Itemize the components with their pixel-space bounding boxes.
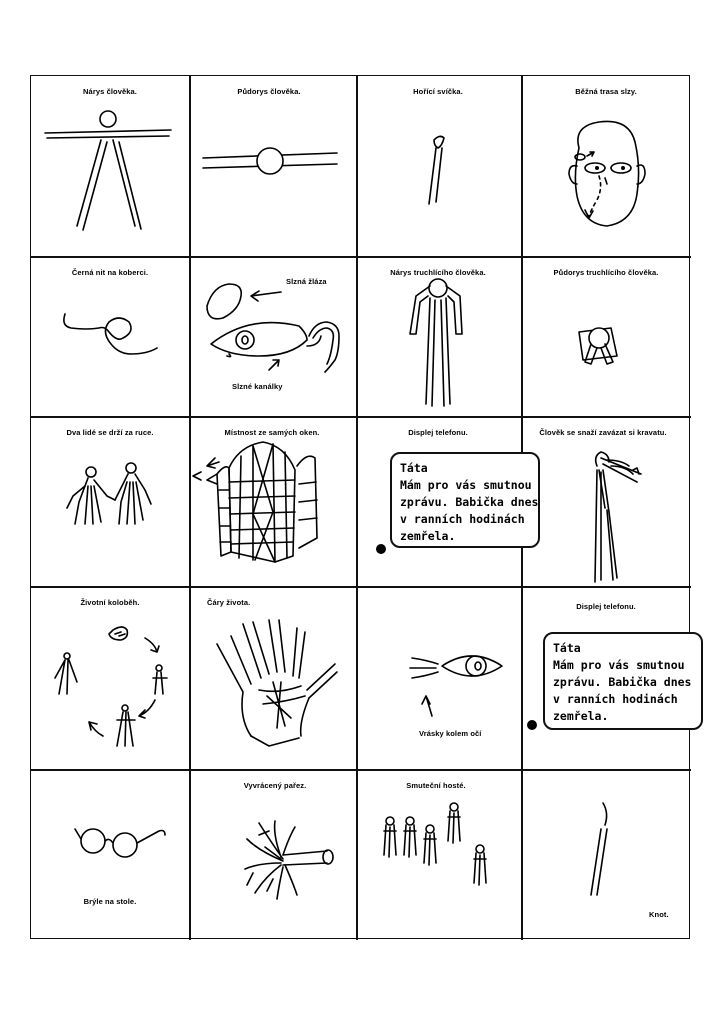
panel-palm-lines bbox=[189, 586, 356, 769]
panel-caption: Vyvrácený pařez. bbox=[243, 781, 307, 790]
palm-drawing bbox=[189, 586, 356, 769]
panel-caption: Běžná trasa slzy. bbox=[575, 87, 637, 96]
panel-tear-gland bbox=[189, 256, 356, 416]
panel-caption: Černá nit na koberci. bbox=[71, 268, 149, 277]
panel-caption: Smuteční hosté. bbox=[406, 781, 466, 790]
panel-black-thread bbox=[31, 256, 189, 416]
panel-front-view-person bbox=[31, 76, 189, 256]
panel-holding-hands bbox=[31, 416, 189, 586]
panel-caption: Půdorys člověka. bbox=[237, 87, 301, 96]
panel-caption: Životní koloběh. bbox=[80, 598, 140, 607]
message-line: v ranních hodinách bbox=[553, 692, 678, 706]
panel-front-view-mourner bbox=[356, 256, 521, 416]
panel-caption: Displej telefonu. bbox=[576, 602, 636, 611]
phone-message-box bbox=[543, 632, 703, 730]
message-line: zprávu. Babička dnes bbox=[553, 675, 692, 689]
panel-wick bbox=[521, 769, 691, 940]
mourner-top-drawing bbox=[521, 256, 691, 416]
notification-dot bbox=[527, 720, 537, 730]
panel-phone-display-2 bbox=[521, 586, 691, 769]
panel-room-of-windows bbox=[189, 416, 356, 586]
guests-drawing bbox=[356, 769, 521, 940]
eye-gland-drawing bbox=[189, 256, 356, 416]
panel-tying-tie bbox=[521, 416, 691, 586]
panel-caption: Knot. bbox=[649, 910, 669, 919]
panel-life-cycle bbox=[31, 586, 189, 769]
message-line: Mám pro vás smutnou bbox=[400, 478, 532, 492]
panel-eye-wrinkles bbox=[356, 586, 521, 769]
panel-caption: Nárys člověka. bbox=[83, 87, 137, 96]
wick-drawing bbox=[521, 769, 691, 940]
panel-caption: Místnost ze samých oken. bbox=[224, 428, 320, 437]
message-line: v ranních hodinách bbox=[400, 512, 525, 526]
label-tear-ducts: Slzné kanálky bbox=[232, 382, 283, 391]
panel-caption: Vrásky kolem očí bbox=[419, 729, 482, 738]
panel-phone-display-1 bbox=[356, 416, 539, 586]
glasses-drawing bbox=[31, 769, 189, 940]
person-front-drawing bbox=[31, 76, 189, 256]
notification-dot bbox=[376, 544, 386, 554]
candle-drawing bbox=[356, 76, 521, 256]
panel-glasses-on-table bbox=[31, 769, 189, 940]
eye-wrinkles-drawing bbox=[356, 586, 521, 769]
thread-drawing bbox=[31, 256, 189, 416]
panel-caption: Člověk se snaží zavázat si kravatu. bbox=[539, 428, 667, 437]
windows-room-drawing bbox=[189, 416, 356, 586]
panel-caption: Dva lidé se drží za ruce. bbox=[66, 428, 154, 437]
message-line: Mám pro vás smutnou bbox=[553, 658, 685, 672]
panel-caption: Nárys truchlícího člověka. bbox=[390, 268, 486, 277]
mourner-front-drawing bbox=[356, 256, 521, 416]
message-sender: Táta bbox=[553, 641, 581, 655]
panel-tear-path bbox=[521, 76, 691, 256]
person-top-drawing bbox=[189, 76, 356, 256]
message-sender: Táta bbox=[400, 461, 428, 475]
panel-top-view-mourner bbox=[521, 256, 691, 416]
phone-message-box bbox=[390, 452, 540, 548]
message-line: zemřela. bbox=[400, 529, 456, 543]
two-people-drawing bbox=[31, 416, 189, 586]
panel-caption: Brýle na stole. bbox=[83, 897, 137, 906]
face-tear-drawing bbox=[521, 76, 691, 256]
panel-caption: Hořící svíčka. bbox=[413, 87, 463, 96]
life-cycle-drawing bbox=[31, 586, 189, 769]
message-line: zemřela. bbox=[553, 709, 609, 723]
label-tear-gland: Slzná žláza bbox=[286, 277, 327, 286]
stump-drawing bbox=[189, 769, 356, 940]
panel-caption: Čáry života. bbox=[207, 598, 251, 607]
panel-uprooted-stump bbox=[189, 769, 356, 940]
message-line: zprávu. Babička dnes bbox=[400, 495, 539, 509]
panel-caption: Půdorys truchlícího člověka. bbox=[553, 268, 659, 277]
comic-grid bbox=[30, 75, 690, 939]
panel-caption: Displej telefonu. bbox=[408, 428, 468, 437]
tie-person-drawing bbox=[521, 416, 691, 586]
panel-top-view-person bbox=[189, 76, 356, 256]
panel-mourning-guests bbox=[356, 769, 521, 940]
panel-burning-candle bbox=[356, 76, 521, 256]
